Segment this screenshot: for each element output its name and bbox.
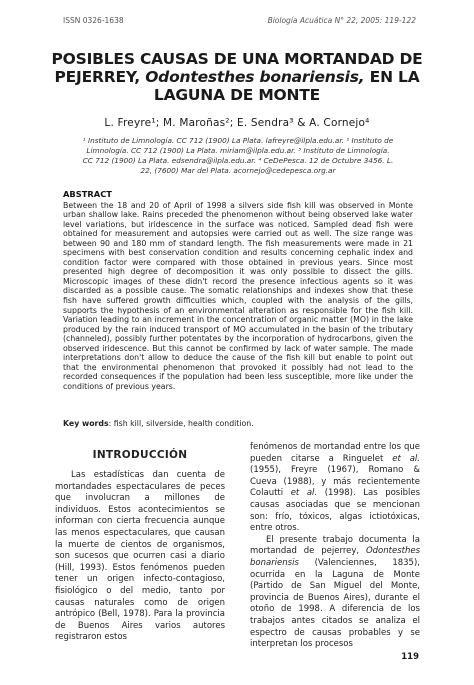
intro-p1-part-c: (1998). Las posibles causas asociadas que se mencionan son: frío, tóxicos, algas ictiotóxicas, entre otros.	[250, 488, 420, 534]
title-line-3: LAGUNA DE MONTE	[153, 86, 321, 104]
paper-title	[40, 50, 434, 104]
keywords-text: : fish kill, silverside, health condition.	[108, 419, 254, 428]
intro-paragraph-1-continued	[250, 442, 420, 535]
abstract-section	[63, 190, 413, 391]
intro-p1-etal-1: et al.	[392, 453, 420, 464]
page-number: 119	[401, 652, 419, 662]
intro-p2-part-a: El presente trabajo documenta la mortandad de pejerrey,	[250, 534, 420, 557]
intro-p1-part-a: fenómenos de mortandad entre los que pueden citarse a Ringuelet	[250, 442, 420, 464]
title-line-2	[40, 68, 434, 86]
intro-p2-part-b: (Valenciennes, 1835), ocurrida en la Laguna de Monte (Partido de San Miguel del Monte, provincia de Buenos Aires), durante el otoño de 1998. A diferencia de los trabajos antes citados se analiza el espectro de causas probables y se interpretan los procesos	[250, 557, 420, 650]
body-column-left	[55, 440, 225, 644]
keywords-line	[63, 419, 413, 428]
title-line-1: POSIBLES CAUSAS DE UNA MORTANDAD DE	[51, 50, 423, 68]
keywords-label: Key words	[63, 419, 109, 428]
intro-paragraph-2	[250, 535, 420, 651]
body-column-right	[250, 442, 420, 651]
author-list: L. Freyre¹; M. Maroñas²; E. Sendra³ & A. Cornejo⁴	[104, 117, 370, 129]
abstract-heading: ABSTRACT	[63, 189, 112, 199]
intro-p2-species: Odontesthes bonariensis	[250, 546, 420, 568]
issn-header: ISSN 0326-1638	[63, 16, 124, 25]
introduction-heading: INTRODUCCIÓN	[92, 449, 188, 461]
abstract-text: Between the 18 and 20 of April of 1998 a silvers side fish kill was observed in Monte urban shallow lake. Rains preceded the phenomenon without being observed lake water level variations, but iridescence in the surface was noticed. Sampled dead fish were obtained for measurement and autopsies were carried out as well. The size range was between 90 and 180 mm of standard length. The fish measurements were made in 21 specimens with best conservation condition and results concerning cephalic index and condition factor were compared with those obtained in previous years. Since most presented high degree of decomposition it was only possible to dissect the gills. Microscopic images of these didn't record the presence infectious agents so it was discarded as a possible cause. The somatic relationships and indexes show that these fish have suffered growth difficulties which, coupled with the analysis of the gills, supports the hypothesis of an environmental alteration as responsible for the fish kill. Variation leading to an increment in the concentration of organic matter (MO) in the lake produced by the rain induced transport of MO accumulated in the basin of the tributary (channeled), possibly further potentates by the incorporation of hydrocarbons, given the observed iridescence. But this cannot be confirmed by lack of water sample. The made interpretations don't allow to deduce the cause of the fish kill but enable to point out that the environmental phenomenon that provoked it possibly had not lead to the recorded consequences if the population had been less susceptible, more like under the conditions of previous years.	[63, 200, 413, 391]
intro-p1-etal-2: et al.	[290, 488, 318, 499]
title-line-2-post: EN LA	[364, 68, 420, 86]
title-line-2-pre: PEJERREY,	[54, 68, 146, 86]
intro-p1-part-b: (1955), Freyre (1967), Romano & Cueva (1988), y más recientemente Colautti	[250, 465, 420, 499]
title-species-name: Odontesthes bonariensis,	[145, 68, 365, 86]
author-affiliations: ¹ Instituto de Limnología. CC 712 (1900) La Plata. lafreyre@ilpla.edu.ar. ² Instituto de Limnología. CC 712 (1900) La Plata. miriam@ilpla.edu.ar. ³ Instituto de Limnología. CC 712 (1900) La Plata. edsendra@ilpla.edu.ar. ⁴ CeDePesca. 12 de Octubre 3456. L. 22, (7600) Mar del Plata. acornejo@cedepesca.org.ar	[82, 136, 394, 175]
intro-paragraph-1: Las estadísticas dan cuenta de mortandades espectaculares de peces que involucran a millones de individuos. Estos acontecimientos se informan con cierta frecuencia aunque las menos espectaculares, que causan la muerte de cientos de organismos, son sucesos que ocurren casi a diario (Hill, 1993). Estos fenómenos pueden tener un origen infecto-contagioso, fisiológico o del medio, tanto por causas naturales como de origen antrópico (Bell, 1978). Para la provincia de Buenos Aires varios autores registraron estos	[55, 470, 225, 643]
journal-header: Biología Acuática N° 22, 2005: 119-122	[267, 16, 416, 25]
